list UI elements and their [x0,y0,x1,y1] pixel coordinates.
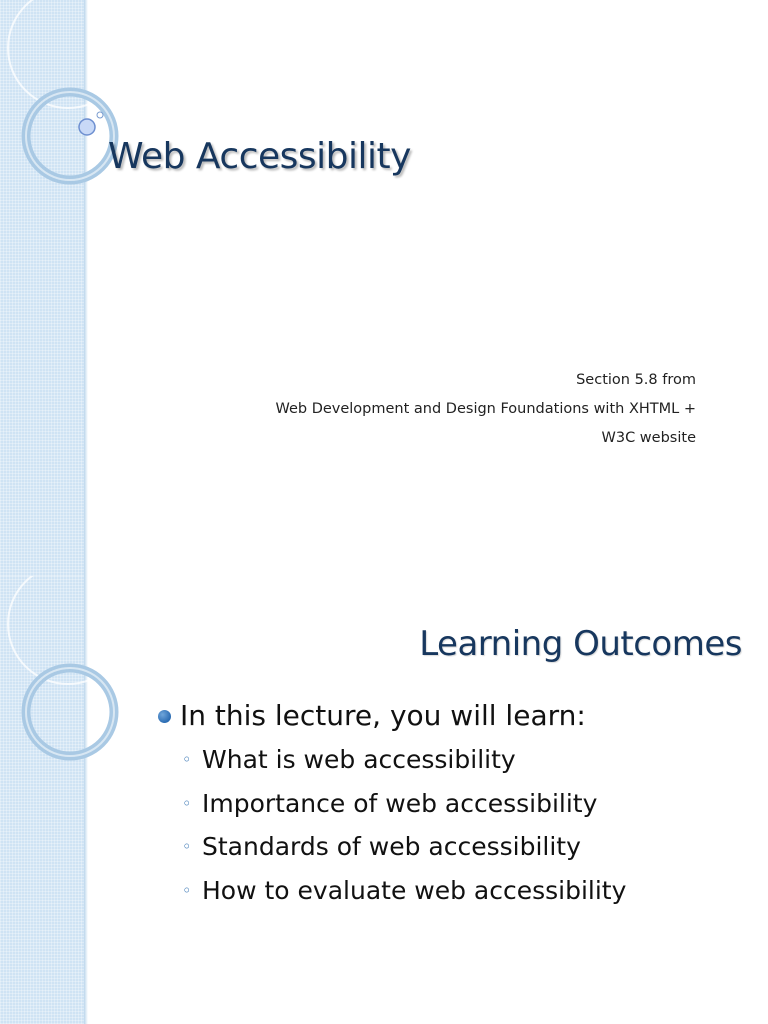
subtitle-line: Section 5.8 from [576,372,696,388]
bullet-list [156,694,626,912]
sub-bullet-text: What is web accessibility [202,745,516,774]
sub-bullet-text: Standards of web accessibility [202,832,581,861]
slide-title-text: Learning Outcomes [419,624,742,664]
sub-bullet-container [156,738,626,912]
thick-ring-highlight [26,92,114,180]
decorative-rings [0,0,200,260]
slide-title-text: Web Accessibility [108,136,411,177]
main-bullet-text: In this lecture, you will learn: [180,699,586,732]
main-bullet [156,694,626,738]
hollow-circle-icon: ◦ [182,837,192,856]
sub-bullet-list [156,738,626,912]
ring-bead [79,119,95,135]
thick-ring-highlight [26,668,114,756]
ring-bead-small [97,112,103,118]
subtitle-line: Web Development and Design Foundations with XHTML + [275,401,696,417]
sub-bullet-text: Importance of web accessibility [202,788,598,818]
bullet-dot-icon [158,710,171,723]
sub-bullet [156,825,626,869]
subtitle-block [275,366,696,453]
sub-bullet [156,869,626,913]
hollow-circle-icon: ◦ [182,793,192,813]
sub-bullet-text: How to evaluate web accessibility [202,875,627,905]
sub-bullet [156,782,626,826]
slide-learning-outcomes [0,576,768,1024]
subtitle-line: W3C website [601,430,696,446]
sub-bullet [156,738,626,782]
hollow-circle-icon: ◦ [182,880,192,900]
hollow-circle-icon: ◦ [182,750,192,769]
